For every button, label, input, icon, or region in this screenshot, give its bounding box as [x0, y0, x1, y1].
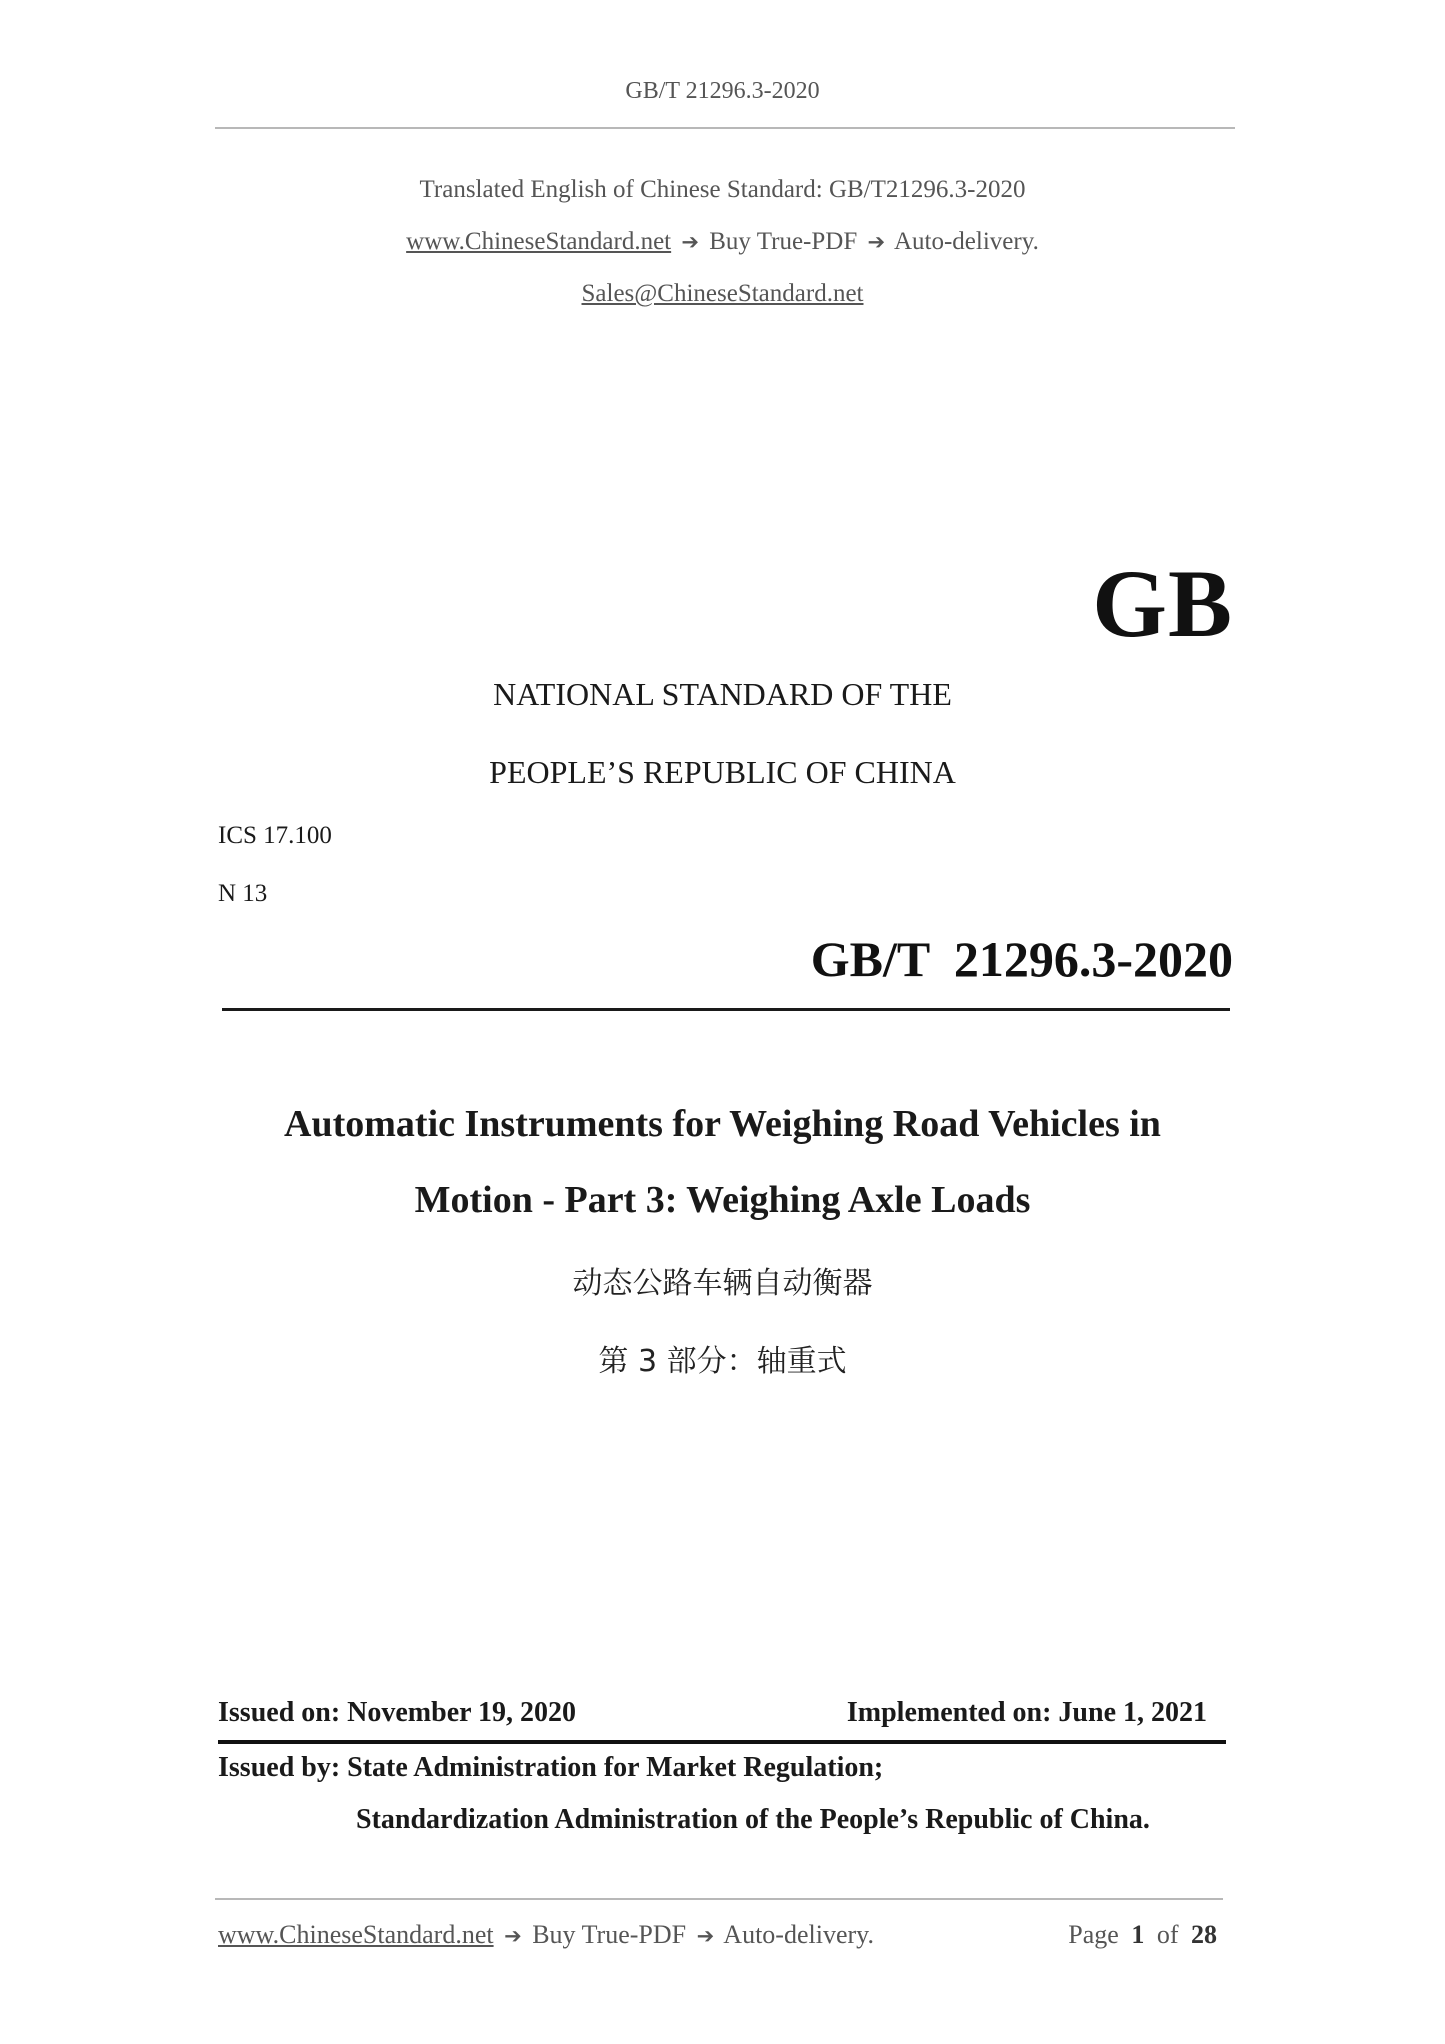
footer-delivery-text: Auto-delivery.: [723, 1920, 874, 1949]
right-arrow-icon: ➔: [867, 230, 886, 254]
right-arrow-icon: ➔: [504, 1924, 522, 1948]
footer-rule: [215, 1898, 1223, 1900]
code-rule: [222, 1008, 1230, 1011]
issued-by-line-1: Issued by: State Administration for Market Regulation;: [218, 1752, 884, 1783]
sales-line: [0, 280, 1445, 308]
buy-text: Buy True-PDF: [709, 228, 858, 255]
chinese-title-line-2: 第 3 部分：轴重式: [598, 1344, 847, 1379]
chinese-title-line-1: 动态公路车辆自动衡器: [572, 1266, 873, 1301]
site-link[interactable]: www.ChineseStandard.net: [406, 228, 672, 255]
page-of: of: [1156, 1920, 1179, 1949]
promo-line: [0, 228, 1445, 256]
footer-buy-text: Buy True-PDF: [532, 1920, 687, 1949]
running-head: GB/T 21296.3-2020: [625, 78, 820, 104]
national-standard-line-1: NATIONAL STANDARD OF THE: [493, 676, 952, 712]
issue-rule: [218, 1740, 1226, 1744]
gb-mark: GB: [1092, 550, 1233, 657]
issued-by-line-2: Standardization Administration of the People’s Republic of China.: [356, 1804, 1150, 1835]
issued-on: Issued on: November 19, 2020: [218, 1697, 577, 1728]
ics-code: ICS 17.100: [218, 822, 332, 849]
footer-promo: [218, 1920, 874, 1950]
page-indicator: [1068, 1920, 1223, 1950]
translated-line: Translated English of Chinese Standard: GB/T21296.3-2020: [419, 176, 1026, 203]
page-total: 28: [1191, 1920, 1217, 1949]
page-current: 1: [1131, 1920, 1145, 1949]
header-rule: [215, 127, 1235, 129]
implemented-on: Implemented on: June 1, 2021: [846, 1697, 1207, 1728]
national-standard-line-2: PEOPLE’S REPUBLIC OF CHINA: [489, 754, 956, 790]
right-arrow-icon: ➔: [696, 1924, 715, 1948]
delivery-text: Auto-delivery.: [893, 228, 1039, 255]
footer-site-link[interactable]: www.ChineseStandard.net: [218, 1920, 494, 1949]
n-code: N 13: [218, 880, 268, 907]
title-line-1: Automatic Instruments for Weighing Road Vehicles in: [284, 1103, 1161, 1145]
page-label: Page: [1068, 1920, 1119, 1949]
standard-code: GB/T 21296.3-2020: [810, 931, 1233, 987]
sales-email-link[interactable]: Sales@ChineseStandard.net: [581, 280, 864, 307]
right-arrow-icon: ➔: [681, 230, 699, 254]
title-line-2: Motion - Part 3: Weighing Axle Loads: [414, 1179, 1031, 1221]
